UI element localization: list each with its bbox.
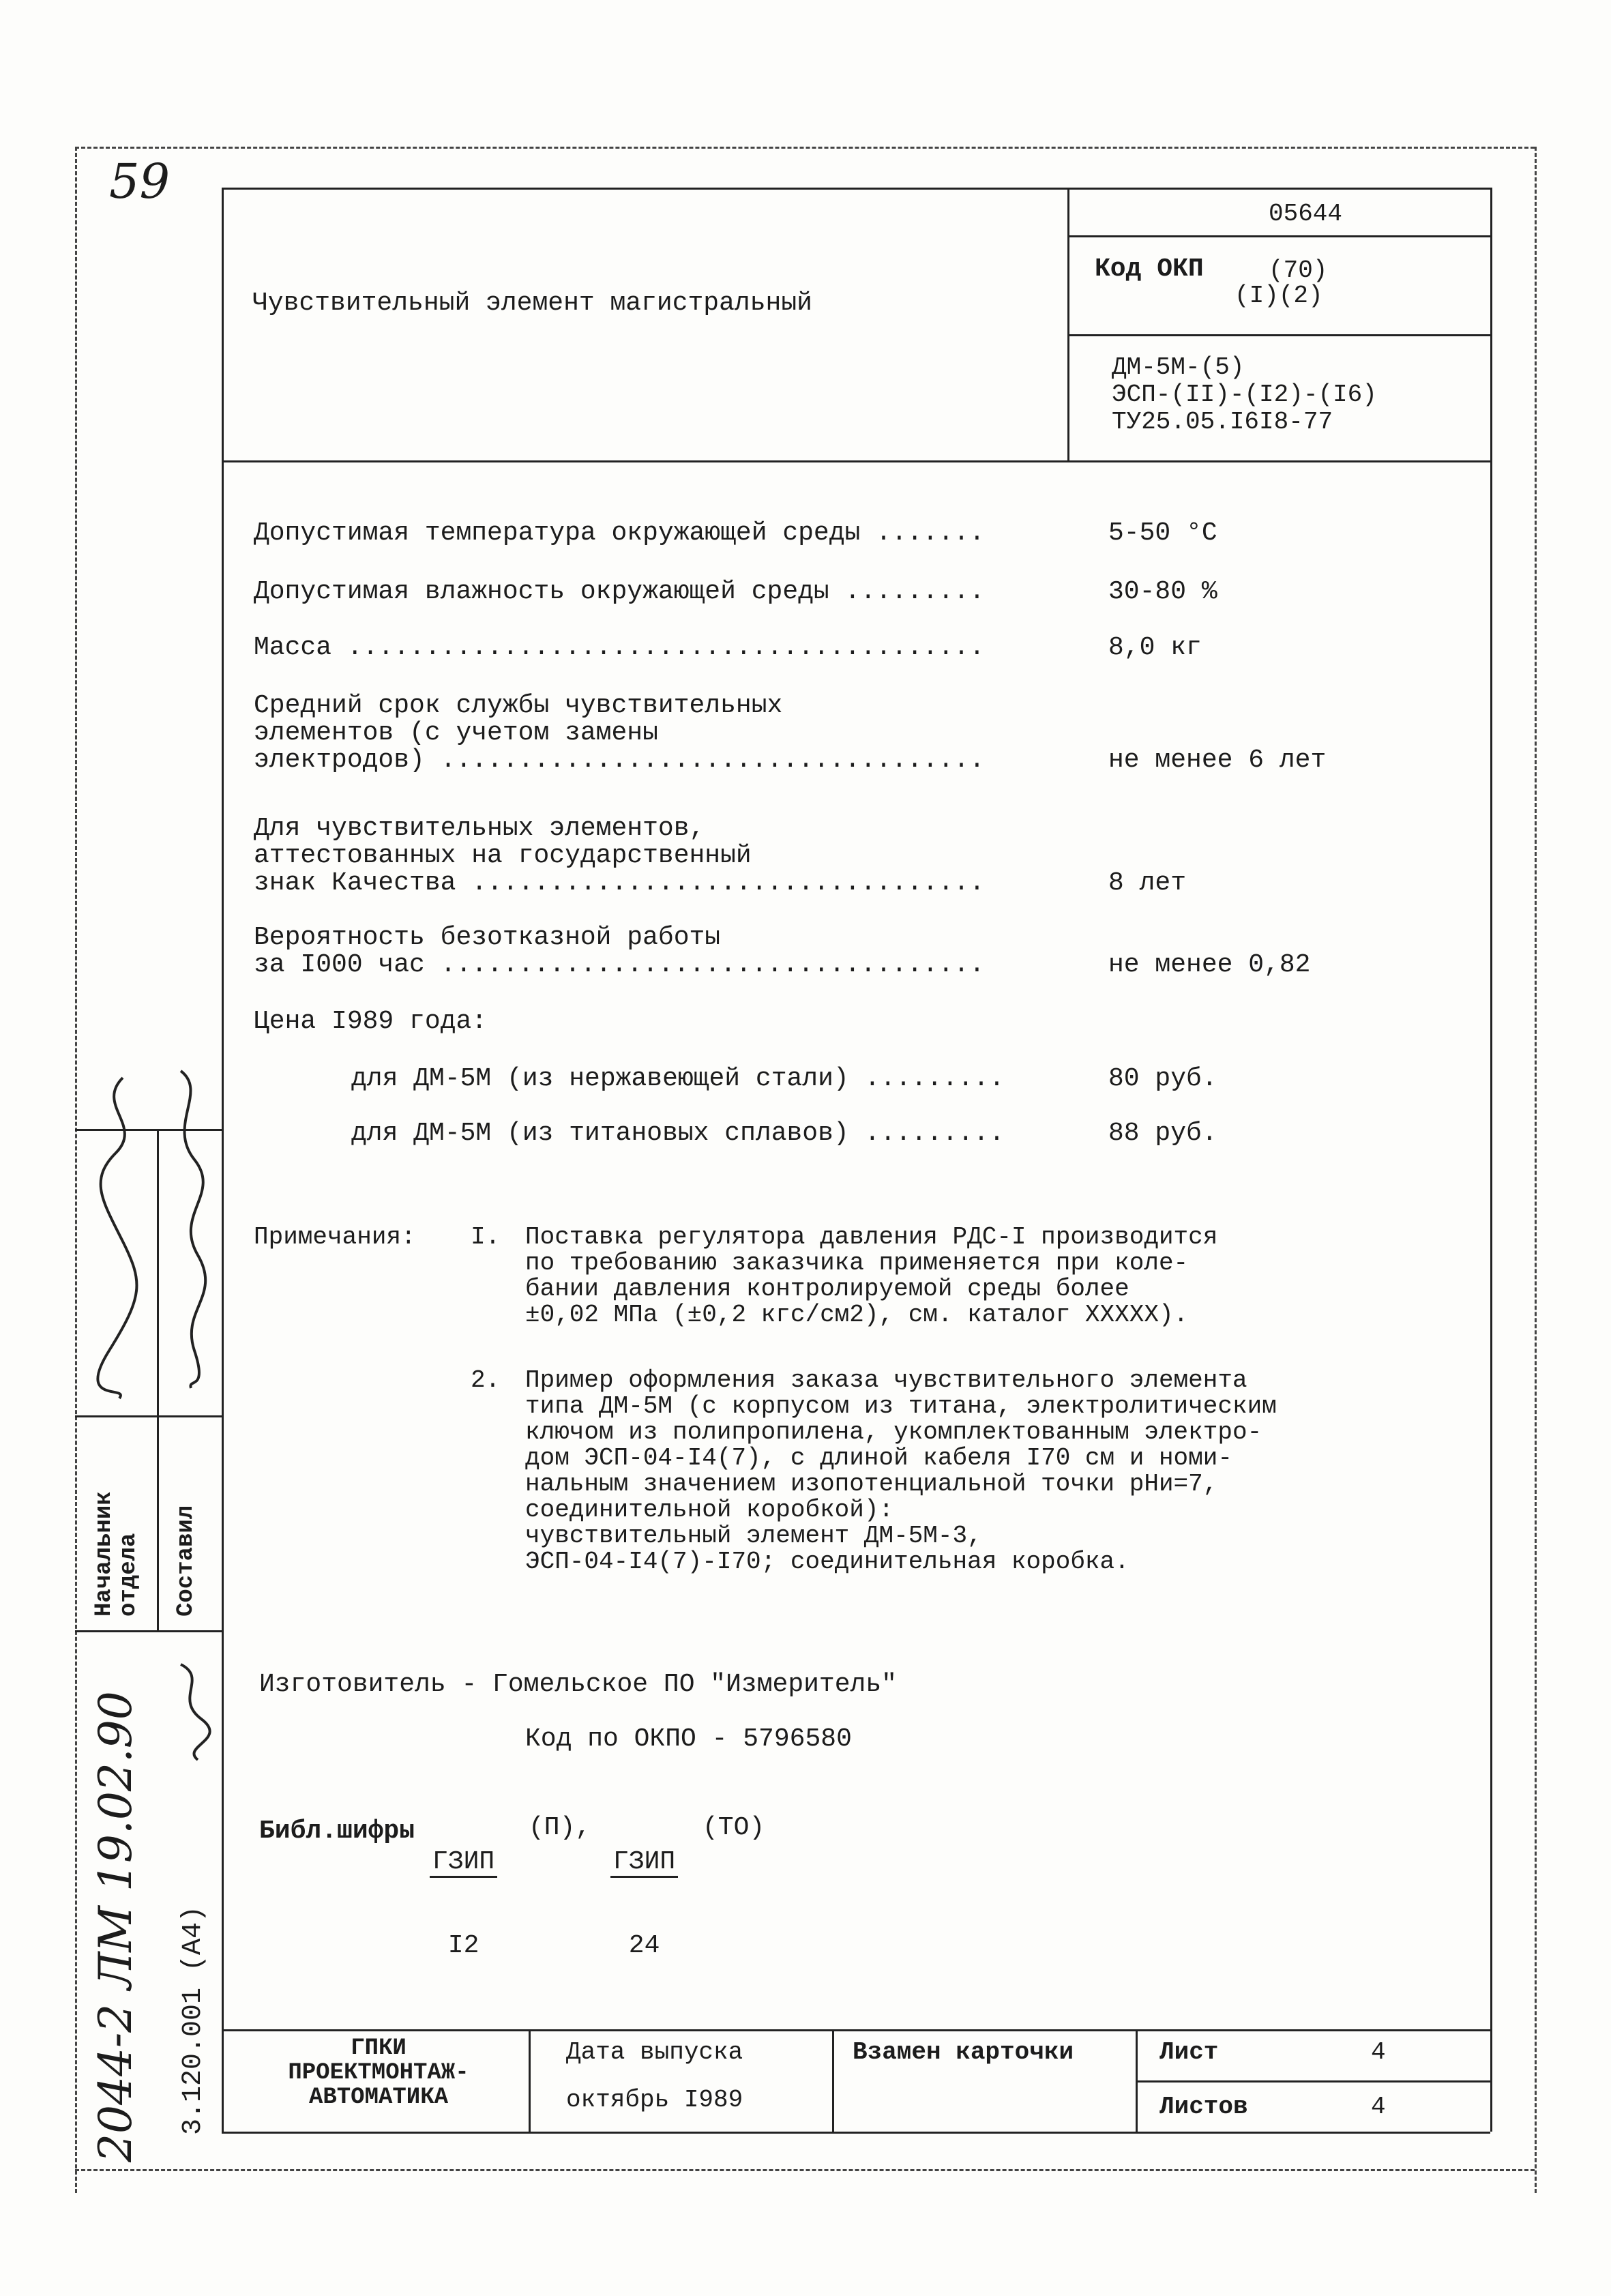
price-item-1-value: 80 руб. <box>1108 1064 1217 1093</box>
stamp-col-2 <box>832 2029 834 2132</box>
note-1-number: I. <box>471 1223 501 1251</box>
stamp-col-1 <box>529 2029 531 2132</box>
stamp-organization: ГПКИ ПРОЕКТМОНТАЖ- АВТОМАТИКА <box>288 2035 469 2110</box>
manufacturer-line: Изготовитель - Гомельское ПО "Измеритель" <box>259 1670 897 1699</box>
doc-number: 05644 <box>1269 200 1343 228</box>
bibl-fraction-1-numerator: ГЗИП <box>430 1849 497 1878</box>
spec-mass-value: 8,0 кг <box>1108 633 1202 662</box>
frame-right <box>1535 147 1537 2193</box>
okpo-code: Код по ОКПО - 5796580 <box>525 1724 852 1754</box>
designation-line-1: ДМ-5М-(5) <box>1112 353 1245 381</box>
stamp-sheets-value: 4 <box>1371 2093 1386 2121</box>
note-2-number: 2. <box>471 1366 501 1394</box>
spec-mass-label: Масса ......................................... <box>254 633 985 662</box>
bibl-fraction-1-denominator: I2 <box>447 1931 479 1960</box>
stamp-top-line <box>222 2029 1490 2031</box>
designation-line-2: ЭСП-(II)-(I2)-(I6) <box>1112 381 1377 409</box>
side-archive-handwritten: 2044-2 ЛМ 19.02.90 <box>89 1691 142 2162</box>
spec-temperature-value: 5-50 °С <box>1108 518 1217 548</box>
signature-scribble-3 <box>167 1658 222 1767</box>
stamp-date-label: Дата выпуска <box>566 2038 743 2066</box>
notes-label: Примечания: <box>254 1223 416 1251</box>
header-bottom-line <box>222 460 1490 462</box>
price-item-1-label: для ДМ-5М (из нержавеющей стали) ......... <box>351 1064 1005 1093</box>
spec-quality-mark-label: Для чувствительных элементов, аттестованных на государственный знак Качества ................................. <box>254 814 985 898</box>
spec-service-life-label: Средний срок службы чувствительных элементов (с учетом замены электродов) ................................... <box>254 691 985 775</box>
side-doc-code: 3.120.001 (А4) <box>178 1905 209 2135</box>
spec-quality-mark-value: 8 лет <box>1108 868 1187 898</box>
product-title: Чувствительный элемент магистральный <box>252 289 812 318</box>
page-number: 59 <box>109 153 171 209</box>
frame-bottom <box>75 2169 1535 2171</box>
stamp-replace-label: Взамен карточки <box>853 2038 1074 2066</box>
spec-service-life-value: не менее 6 лет <box>1108 746 1327 775</box>
main-right-border <box>1490 188 1492 2132</box>
spec-humidity-value: 30-80 % <box>1108 577 1217 606</box>
price-item-2-label: для ДМ-5М (из титановых сплавов) ......... <box>351 1119 1005 1148</box>
header-divider <box>1067 188 1069 460</box>
stamp-sheets-label: Листов <box>1159 2093 1248 2121</box>
bibl-label: Библ.шифры <box>259 1816 415 1846</box>
spec-reliability-value: не менее 0,82 <box>1108 950 1311 980</box>
bibl-fraction-2-denominator: 24 <box>628 1931 660 1960</box>
okp-code-top: (70) <box>1269 256 1328 284</box>
bibl-fraction-2-numerator: ГЗИП <box>610 1849 678 1878</box>
price-heading: Цена I989 года: <box>254 1007 488 1036</box>
bibl-fraction-1 <box>430 1794 497 1987</box>
header-top-line <box>222 188 1490 190</box>
okp-code-bottom: (I)(2) <box>1235 282 1323 310</box>
stamp-bottom-line <box>222 2132 1490 2134</box>
side-row-divider <box>75 1415 222 1417</box>
stamp-date-value: октябрь I989 <box>566 2086 743 2114</box>
spec-temperature-label: Допустимая температура окружающей среды ....... <box>254 518 985 548</box>
bibl-suffix-2: (ТО) <box>703 1813 765 1842</box>
spec-reliability-label: Вероятность безотказной работы за I000 час ................................... <box>254 923 985 980</box>
signature-scribble-1 <box>82 1064 157 1405</box>
stamp-sheet-divider <box>1136 2080 1490 2082</box>
bibl-fraction-2 <box>610 1794 678 1987</box>
frame-top <box>75 147 1535 149</box>
side-compiled: Составил <box>173 1505 199 1617</box>
stamp-sheet-label: Лист <box>1159 2038 1219 2066</box>
side-block-bottom <box>75 1630 222 1632</box>
side-col-divider <box>157 1129 159 1630</box>
frame-left <box>75 147 77 2193</box>
okp-label: Код ОКП <box>1095 254 1204 284</box>
spec-humidity-label: Допустимая влажность окружающей среды ......... <box>254 577 985 606</box>
main-left-border <box>222 188 224 2132</box>
note-2-text: Пример оформления заказа чувствительного элемента типа ДМ-5М (с корпусом из титана, электролитическим ключом из полипропилена, укомплектованным электро- дом ЭСП-04-I4(7), с длиной кабеля I70 см и номи- нальным значением изопотенциальной точки pHи=7, соединительной коробкой): чувствительный элемент ДМ-5М-3, ЭСП-04-I4(7)-I70; соединительная коробка. <box>525 1366 1277 1576</box>
signature-scribble-2 <box>160 1050 222 1392</box>
price-item-2-value: 88 руб. <box>1108 1119 1217 1148</box>
side-dept-head: Начальник отдела <box>91 1491 142 1617</box>
stamp-sheet-value: 4 <box>1371 2038 1386 2066</box>
header-right-row2 <box>1067 334 1490 336</box>
designation-line-3: ТУ25.05.I6I8-77 <box>1112 408 1333 436</box>
note-1-text: Поставка регулятора давления РДС-I производится по требованию заказчика применяется при коле- бании давления контролируемой среды более ±0,02 МПа (±0,2 кгс/см2), см. каталог XXXXX). <box>525 1223 1218 1329</box>
bibl-suffix-1: (П), <box>529 1813 591 1842</box>
header-right-row1 <box>1067 235 1490 237</box>
